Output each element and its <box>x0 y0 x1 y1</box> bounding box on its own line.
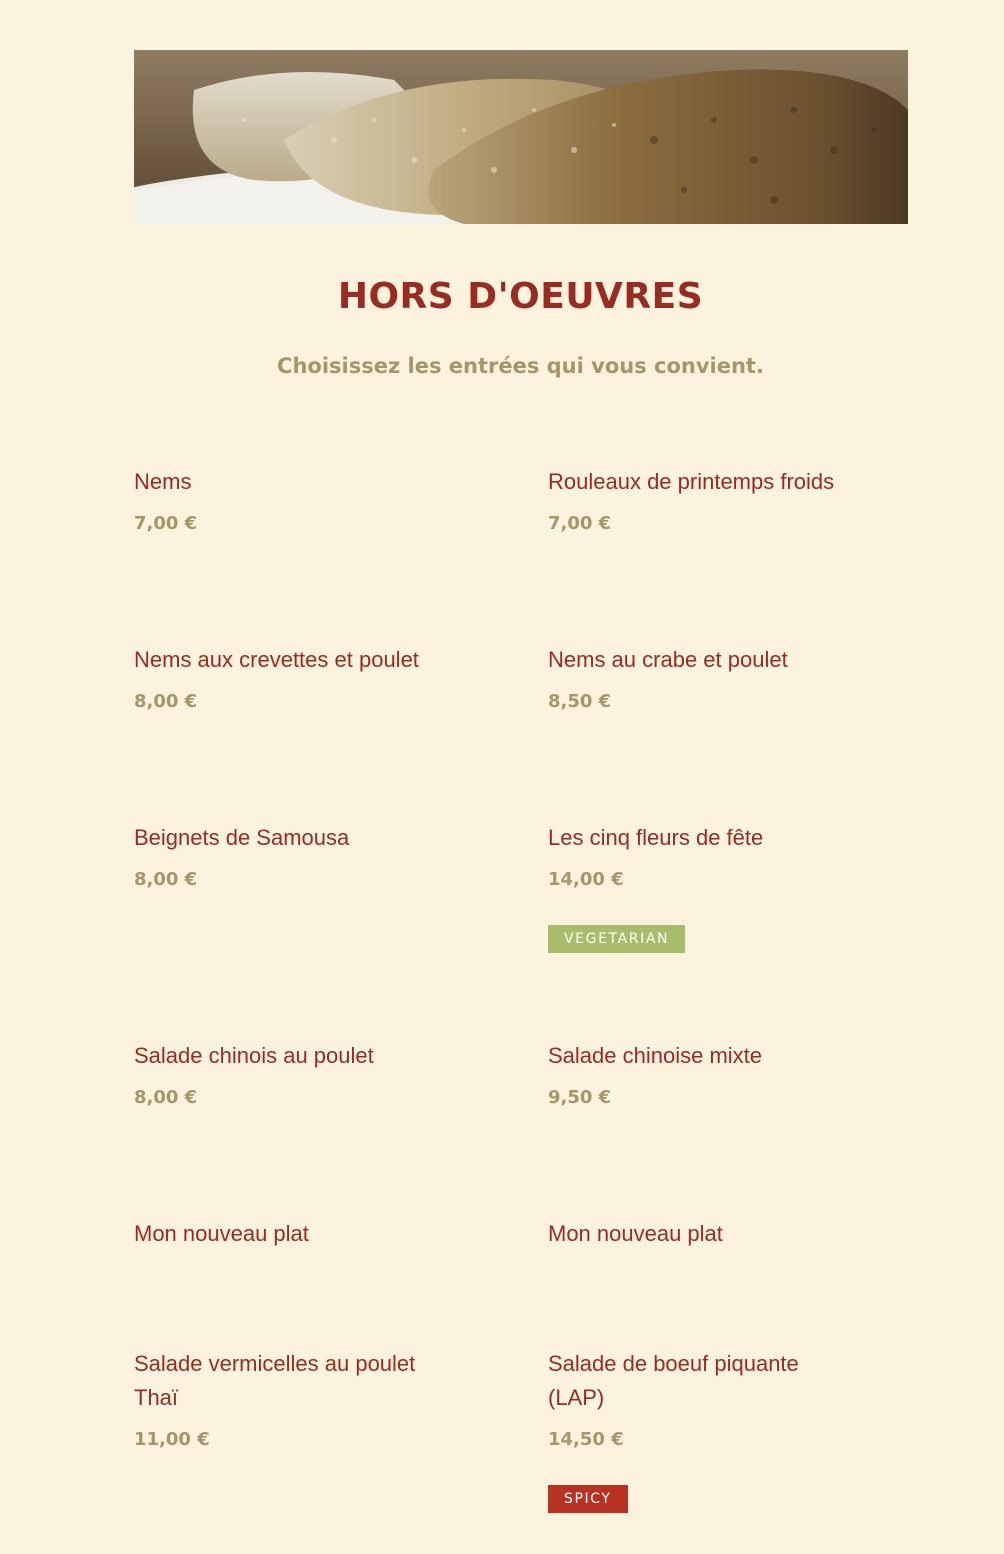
item-name: Salade vermicelles au poulet Thaï <box>134 1351 416 1410</box>
item-name: Nems aux crevettes et poulet <box>134 647 419 672</box>
menu-item-salade-chinois-poulet <box>134 1039 464 1109</box>
vegetarian-badge: VEGETARIAN <box>548 925 685 953</box>
menu-item-salade-chinoise-mixte <box>548 1039 878 1109</box>
menu-item-rouleaux-printemps <box>548 465 878 535</box>
item-name: Salade chinois au poulet <box>134 1043 374 1068</box>
item-price: 8,00 € <box>134 869 198 890</box>
item-price: 14,50 € <box>548 1429 624 1450</box>
section-title: HORS D'OEUVRES <box>337 276 704 317</box>
item-name: Mon nouveau plat <box>134 1221 309 1246</box>
item-price: 8,00 € <box>134 691 198 712</box>
item-price: 9,50 € <box>548 1087 612 1108</box>
menu-item-nems-crevettes <box>134 643 464 713</box>
item-name: Salade chinoise mixte <box>548 1043 763 1068</box>
item-name: Mon nouveau plat <box>548 1221 723 1246</box>
item-name: Nems <box>134 469 192 494</box>
item-name: Salade de boeuf piquante (LAP) <box>548 1351 799 1410</box>
section-subtitle: Choisissez les entrées qui vous convient. <box>277 354 764 378</box>
item-price: 7,00 € <box>548 513 612 534</box>
item-name: Les cinq fleurs de fête <box>548 825 764 850</box>
item-price: 7,00 € <box>134 513 198 534</box>
menu-item-samousa <box>134 821 464 891</box>
menu-item-salade-vermicelles <box>134 1347 434 1451</box>
item-price: 8,50 € <box>548 691 612 712</box>
menu-item-nouveau-plat-1 <box>134 1217 464 1251</box>
menu-item-nems-crabe <box>548 643 878 713</box>
item-name: Nems au crabe et poulet <box>548 647 788 672</box>
item-name: Beignets de Samousa <box>134 825 350 850</box>
menu-item-cinq-fleurs <box>548 821 878 953</box>
item-price: 8,00 € <box>134 1087 198 1108</box>
menu-item-nems <box>134 465 464 535</box>
spicy-badge: SPICY <box>548 1485 628 1513</box>
menu-item-salade-boeuf <box>548 1347 828 1513</box>
banner-image <box>134 50 908 224</box>
item-name: Rouleaux de printemps froids <box>548 469 835 494</box>
item-price: 14,00 € <box>548 869 624 890</box>
menu-item-nouveau-plat-2 <box>548 1217 878 1251</box>
spring-rolls-photo <box>134 50 908 224</box>
item-price: 11,00 € <box>134 1429 210 1450</box>
